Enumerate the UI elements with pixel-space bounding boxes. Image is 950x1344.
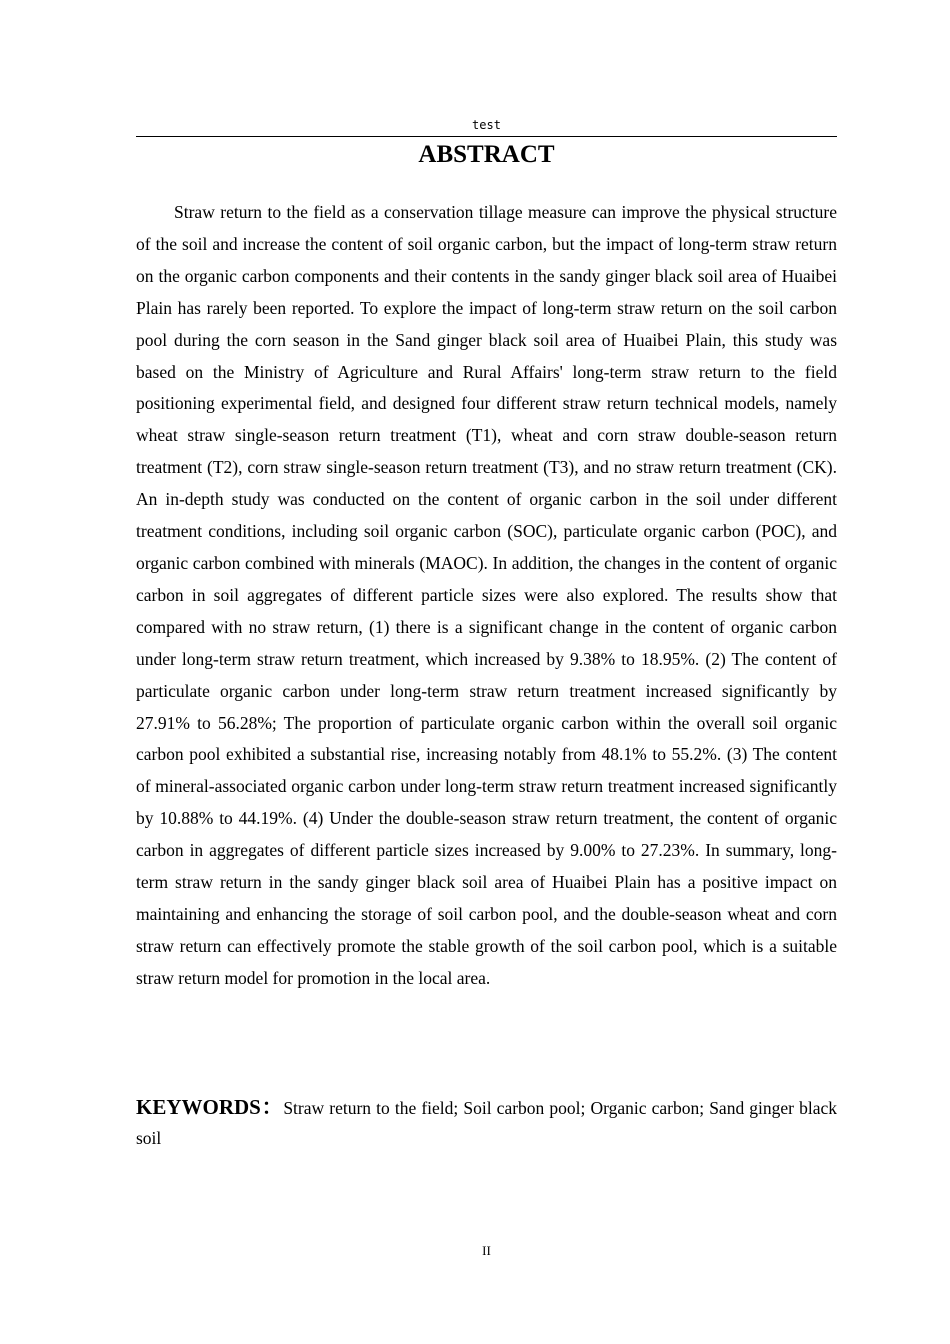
keywords-paragraph	[136, 1092, 837, 1153]
abstract-title: ABSTRACT	[418, 141, 555, 168]
keywords-label: KEYWORDS：	[136, 1095, 284, 1119]
header-rule	[136, 136, 837, 137]
abstract-body: Straw return to the field as a conservation tillage measure can improve the physical structure of the soil and increase the content of soil organic carbon, but the impact of long-term straw return on the organic carbon components and their contents in the sandy ginger black soil area of Huaibei Plain has rarely been reported. To explore the impact of long-term straw return on the soil carbon pool during the corn season in the Sand ginger black soil area of Huaibei Plain, this study was based on the Ministry of Agriculture and Rural Affairs' long-term straw return to the field positioning experimental field, and designed four different straw return technical models, namely wheat straw single-season return treatment (T1), wheat and corn straw double-season return treatment (T2), corn straw single-season return treatment (T3), and no straw return treatment (CK). An in-depth study was conducted on the content of organic carbon in the soil under different treatment conditions, including soil organic carbon (SOC), particulate organic carbon (POC), and organic carbon combined with minerals (MAOC). In addition, the changes in the content of organic carbon in soil aggregates of different particle sizes were also explored. The results show that compared with no straw return, (1) there is a significant change in the content of organic carbon under long-term straw return treatment, which increased by 9.38% to 18.95%. (2) The content of particulate organic carbon under long-term straw return treatment increased significantly by 27.91% to 56.28%; The proportion of particulate organic carbon within the overall soil organic carbon pool exhibited a substantial rise, increasing notably from 48.1% to 55.2%. (3) The content of mineral-associated organic carbon under long-term straw return treatment increased significantly by 10.88% to 44.19%. (4) Under the double-season straw return treatment, the content of organic carbon in aggregates of different particle sizes increased by 9.00% to 27.23%. In summary, long-term straw return in the sandy ginger black soil area of Huaibei Plain has a positive impact on maintaining and enhancing the storage of soil carbon pool, and the double-season wheat and corn straw return can effectively promote the stable growth of the soil carbon pool, which is a suitable straw return model for promotion in the local area.	[136, 202, 837, 988]
page-number: II	[482, 1243, 491, 1258]
running-header: test	[472, 118, 501, 132]
keywords-text: Straw return to the field; Soil carbon pool; Organic carbon; Sand ginger black soil	[136, 1098, 837, 1148]
